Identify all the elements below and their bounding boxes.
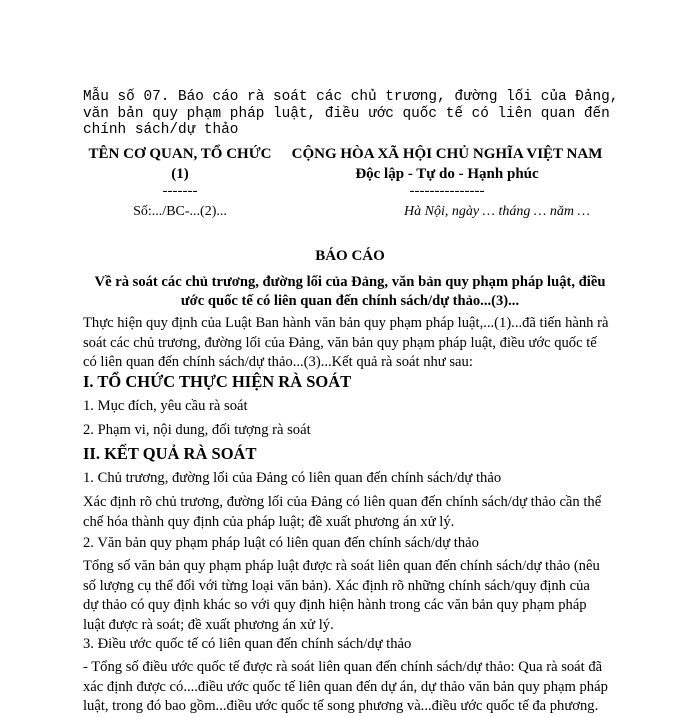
motto-rule: --------------- xyxy=(409,183,485,199)
intro-paragraph xyxy=(83,314,643,373)
paragraph-line: dự thảo có quy định khác so với quy định hiện hành trong các văn bản quy phạm pháp xyxy=(83,597,587,613)
agency-block xyxy=(80,144,280,198)
intro-line: Thực hiện quy định của Luật Ban hành văn bản quy phạm pháp luật,...(1)...đã tiến hành rà xyxy=(83,315,609,331)
agency-name: TÊN CƠ QUAN, TỔ CHỨC xyxy=(88,146,272,162)
agency-rule: ------- xyxy=(162,183,198,199)
paragraph-line: luật, trong đó bao gồm...điều ước quốc tế song phương và...điều ước quốc tế đa phương. xyxy=(83,698,599,714)
paragraph-line: Tổng số văn bản quy phạm pháp luật được rà soát liên quan đến chính sách/dự thảo (nêu xyxy=(83,558,600,574)
subtitle-line: Về rà soát các chủ trương, đường lối của Đảng, văn bản quy phạm pháp luật, điều xyxy=(94,274,606,290)
paragraph-line: - Tổng số điều ước quốc tế được rà soát liên quan đến chính sách/dự thảo: Qua rà soát đã xyxy=(83,659,603,675)
paragraph-line: luật được rà soát; đề xuất phương án xử lý. xyxy=(83,616,334,633)
section-paragraph xyxy=(83,493,643,532)
intro-line: có liên quan đến chính sách/dự thảo...(3)...Kết quả rà soát như sau: xyxy=(83,354,473,370)
section-item: 2. Văn bản quy phạm pháp luật có liên quan đến chính sách/dự thảo xyxy=(83,535,479,551)
agency-note: (1) xyxy=(171,166,189,182)
section-paragraph xyxy=(83,557,643,635)
state-name: CỘNG HÒA XÃ HỘI CHỦ NGHĨA VIỆT NAM xyxy=(291,146,603,162)
place-date: Hà Nội, ngày … tháng … năm … xyxy=(404,204,590,219)
section-item: 2. Phạm vi, nội dung, đối tượng rà soát xyxy=(83,422,311,438)
form-caption-line: chính sách/dự thảo xyxy=(83,122,239,138)
section-item: 3. Điều ước quốc tế có liên quan đến chính sách/dự thảo xyxy=(83,636,412,652)
intro-line: soát các chủ trương, đường lối của Đảng, văn bản quy phạm pháp luật, điều ước quốc tế xyxy=(83,334,597,351)
form-caption-line: Mẫu số 07. Báo cáo rà soát các chủ trương, đường lối của Đảng, xyxy=(83,89,619,105)
state-block xyxy=(284,144,610,198)
section-item: 1. Chủ trương, đường lối của Đảng có liên quan đến chính sách/dự thảo xyxy=(83,470,502,486)
paragraph-line: chế hóa thành quy định của pháp luật; đề xuất phương án xử lý. xyxy=(83,513,455,530)
paragraph-line: xác định được có....điều ước quốc tế liên quan đến dự án, dự thảo văn bản quy phạm pháp xyxy=(83,678,608,695)
section-paragraph xyxy=(83,658,643,717)
doc-number: Số:.../BC-...(2)... xyxy=(133,204,227,219)
section-heading: I. TỔ CHỨC THỰC HIỆN RÀ SOÁT xyxy=(83,372,352,391)
form-caption-line: văn bản quy phạm pháp luật, điều ước quốc tế có liên quan đến xyxy=(83,105,610,122)
form-caption xyxy=(83,89,683,139)
motto: Độc lập - Tự do - Hạnh phúc xyxy=(355,166,539,182)
doc-title: BÁO CÁO xyxy=(315,248,385,264)
section-item: 1. Mục đích, yêu cầu rà soát xyxy=(83,398,248,414)
section-heading: II. KẾT QUẢ RÀ SOÁT xyxy=(83,444,257,463)
paragraph-line: Xác định rõ chủ trương, đường lối của Đảng có liên quan đến chính sách/dự thảo cần thể xyxy=(83,494,602,510)
subtitle-line: ước quốc tế có liên quan đến chính sách/dự thảo...(3)... xyxy=(180,293,520,309)
paragraph-line: số lượng cụ thể đối với từng loại văn bản). Xác định rõ những chính sách/quy định của xyxy=(83,577,590,594)
doc-subtitle xyxy=(80,273,620,311)
